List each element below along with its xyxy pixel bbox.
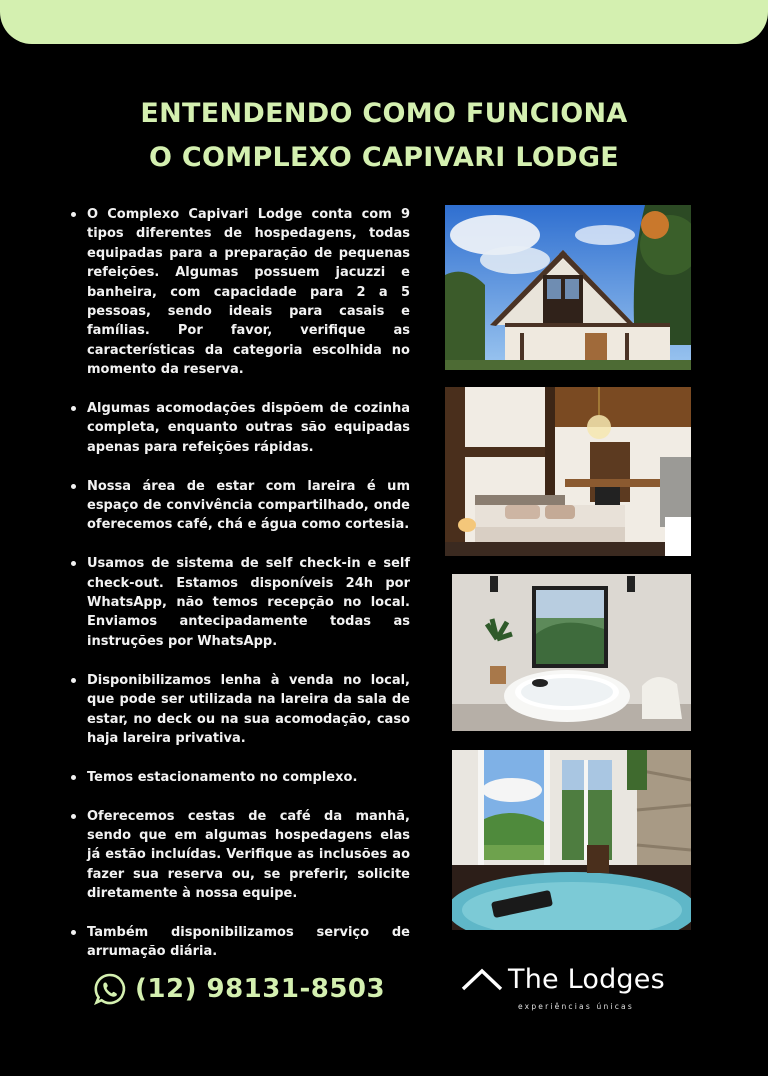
brand-name: The Lodges bbox=[508, 964, 665, 995]
contact-phone[interactable] bbox=[93, 968, 385, 1010]
jacuzzi-room-photo bbox=[452, 574, 691, 731]
title-line-1: ENTENDENDO COMO FUNCIONA bbox=[140, 98, 628, 129]
list-item: Usamos de sistema de self check-in e self check-out. Estamos disponíveis 24h por WhatsApp, não temos recepção no local. Enviamos antecipadamente todas as instruções por WhatsApp. bbox=[70, 554, 410, 651]
list-item: Algumas acomodações dispõem de cozinha completa, enquanto outras são equipadas apenas para refeições rápidas. bbox=[70, 399, 410, 457]
list-item: Disponibilizamos lenha à venda no local, que pode ser utilizada na lareira da sala de estar, no deck ou na sua acomodação, caso haja lareira privativa. bbox=[70, 671, 410, 749]
list-item: Nossa área de estar com lareira é um espaço de convivência compartilhado, onde oferecemos café, chá e água como cortesia. bbox=[70, 477, 410, 535]
page-title bbox=[0, 92, 768, 180]
title-line-2: O COMPLEXO CAPIVARI LODGE bbox=[148, 142, 620, 173]
whatsapp-icon bbox=[93, 972, 127, 1006]
info-list bbox=[70, 205, 410, 981]
top-accent-band bbox=[0, 0, 768, 44]
list-item: Temos estacionamento no complexo. bbox=[70, 768, 410, 787]
list-item: O Complexo Capivari Lodge conta com 9 tipos diferentes de hospedagens, todas equipadas para a preparação de pequenas refeições. Algumas possuem jacuzzi e banheira, com capacidade para 2 a 5 pessoas, sendo ideais para casais e famílias. Por favor, verifique as características da categoria escolhida no momento da reserva. bbox=[70, 205, 410, 380]
roof-chevron-icon bbox=[460, 966, 504, 992]
chalet-exterior-photo bbox=[445, 205, 691, 370]
phone-number: (12) 98131-8503 bbox=[135, 974, 386, 1004]
brand-logo bbox=[458, 962, 688, 1018]
pool-view-photo bbox=[452, 750, 691, 930]
list-item: Também disponibilizamos serviço de arrumação diária. bbox=[70, 923, 410, 962]
brand-tagline: experiências únicas bbox=[518, 1002, 634, 1011]
list-item: Oferecemos cestas de café da manhã, sendo que em algumas hospedagens elas já estão incluídas. Verifique as inclusões ao fazer sua reserva ou, se preferir, solicite diretamente à nossa equipe. bbox=[70, 807, 410, 904]
bedroom-photo bbox=[445, 387, 691, 556]
